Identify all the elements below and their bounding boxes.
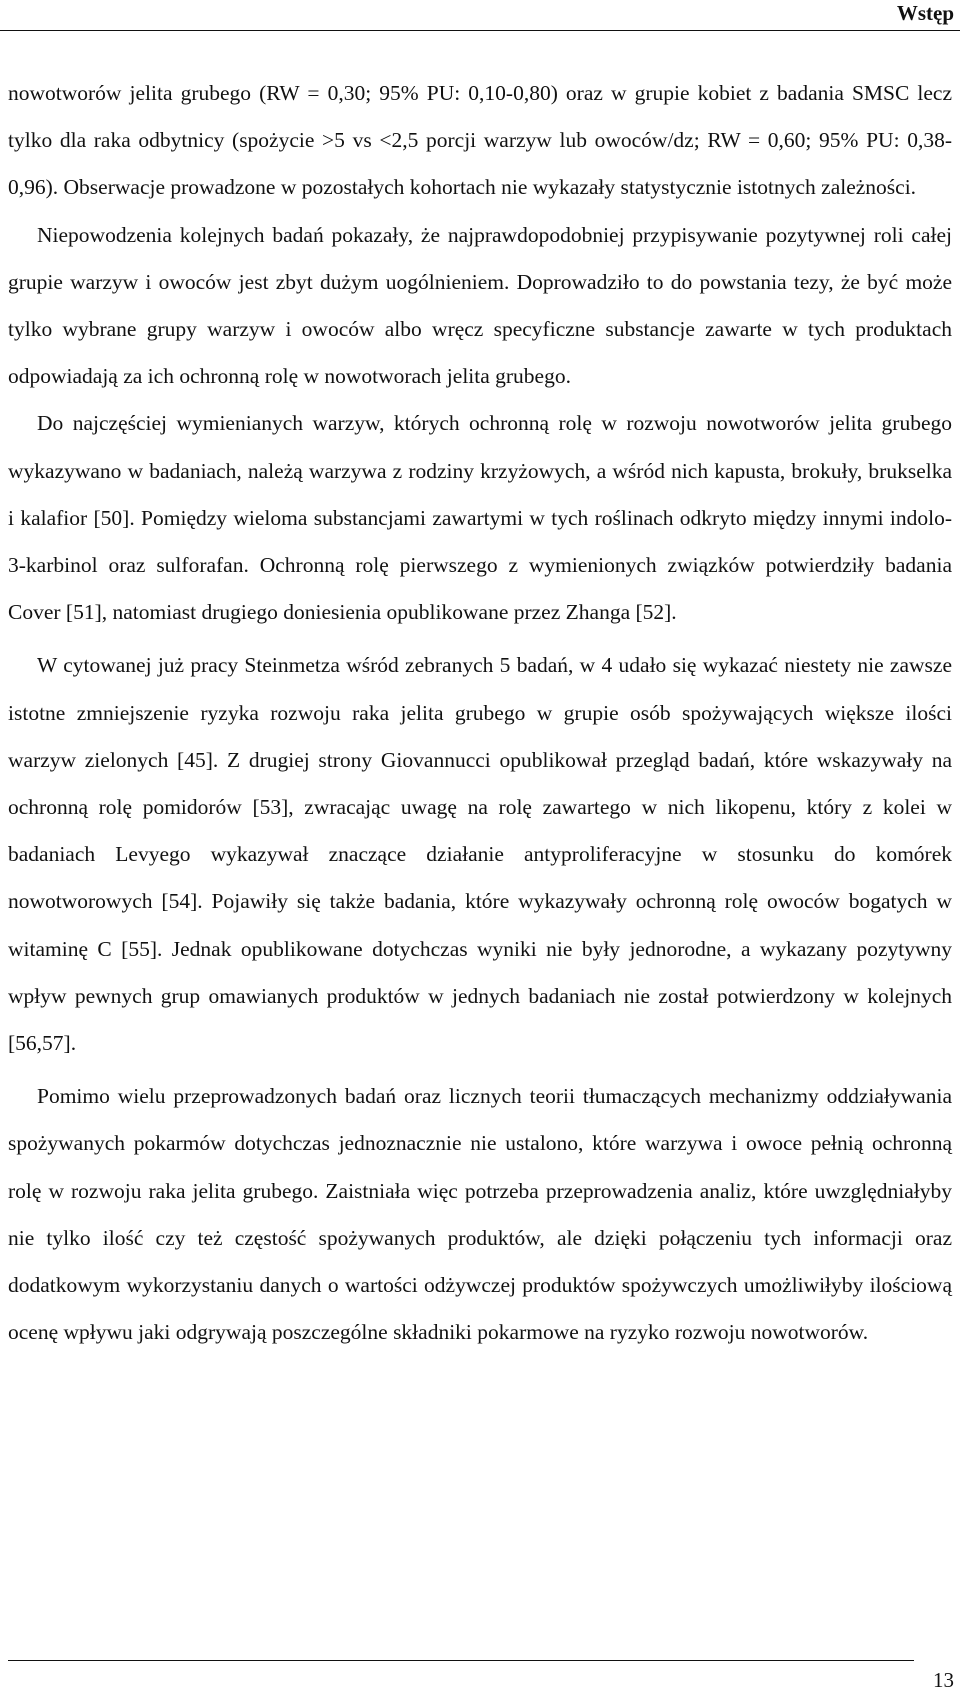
paragraph-conclusion: Pomimo wielu przeprowadzonych badań oraz licznych teorii tłumaczących mechanizmy oddziaływania spożywanych pokarmów dotychczas jednoznacznie nie ustalono, które warzywa i owoce pełnią ochronną rolę w rozwoju raka jelita grubego. Zaistniała więc potrzeba przeprowadzenia analiz, które uwzględniałyby nie tylko ilość czy też częstość spożywanych produktów, ale dzięki połączeniu tych informacji oraz dodatkowym wykorzystaniu danych o wartości odżywczej produktów spożywczych umożliwiłyby ilościową ocenę wpływu jaki odgrywają poszczególne składniki pokarmowe na ryzyko rozwoju nowotworów. <box>8 1084 952 1345</box>
running-header-title: Wstęp <box>896 1 954 25</box>
paragraph-cruciferous: Do najczęściej wymienianych warzyw, których ochronną rolę w rozwoju nowotworów jelita grubego wykazywano w badaniach, należą warzywa z rodziny krzyżowych, a wśród nich kapusta, brokuły, brukselka i kalafior [50]. Pomiędzy wieloma substancjami zawartymi w tych roślinach odkryto między innymi indolo-3-karbinol oraz sulforafan. Ochronną rolę pierwszego z wymienionych związków potwierdziły badania Cover [51], natomiast drugiego doniesienia opublikowane przez Zhanga [52]. <box>8 411 952 625</box>
header-rule <box>0 30 960 31</box>
paragraph-generalization: Niepowodzenia kolejnych badań pokazały, że najprawdopodobniej przypisywanie pozytywnej roli całej grupie warzyw i owoców jest zbyt dużym uogólnieniem. Doprowadziło to do powstania tezy, że być może tylko wybrane grupy warzyw i owoców albo wręcz specyficzne substancje zawarte w tych produktach odpowiadają za ich ochronną rolę w nowotworach jelita grubego. <box>8 222 952 389</box>
document-body <box>8 70 952 1356</box>
footer-rule <box>8 1660 914 1661</box>
paragraph-steinmetz: W cytowanej już pracy Steinmetza wśród zebranych 5 badań, w 4 udało się wykazać niestety nie zawsze istotne zmniejszenie ryzyka rozwoju raka jelita grubego w grupie osób spożywających większe ilości warzyw zielonych [45]. Z drugiej strony Giovannucci opublikował przegląd badań, które wskazywały na ochronną rolę pomidorów [53], zwracając uwagę na rolę zawartego w nich likopenu, który z kolei w badaniach Levyego wykazywał znaczące działanie antyproliferacyjne w stosunku do komórek nowotworowych [54]. Pojawiły się także badania, które wykazywały ochronną rolę owoców bogatych w witaminę C [55]. Jednak opublikowane dotychczas wyniki nie były jednorodne, a wykazany pozytywny wpływ pewnych grup omawianych produktów w jednych badaniach nie został potwierdzony w kolejnych [56,57]. <box>8 653 952 1056</box>
page-number: 13 <box>933 1668 954 1692</box>
paragraph-continuation: nowotworów jelita grubego (RW = 0,30; 95% PU: 0,10-0,80) oraz w grupie kobiet z badania SMSC lecz tylko dla raka odbytnicy (spożycie >5 vs <2,5 porcji warzyw lub owoców/dz; RW = 0,60; 95% PU: 0,38-0,96). Obserwacje prowadzone w pozostałych kohortach nie wykazały statystycznie istotnych zależności. <box>8 81 952 200</box>
